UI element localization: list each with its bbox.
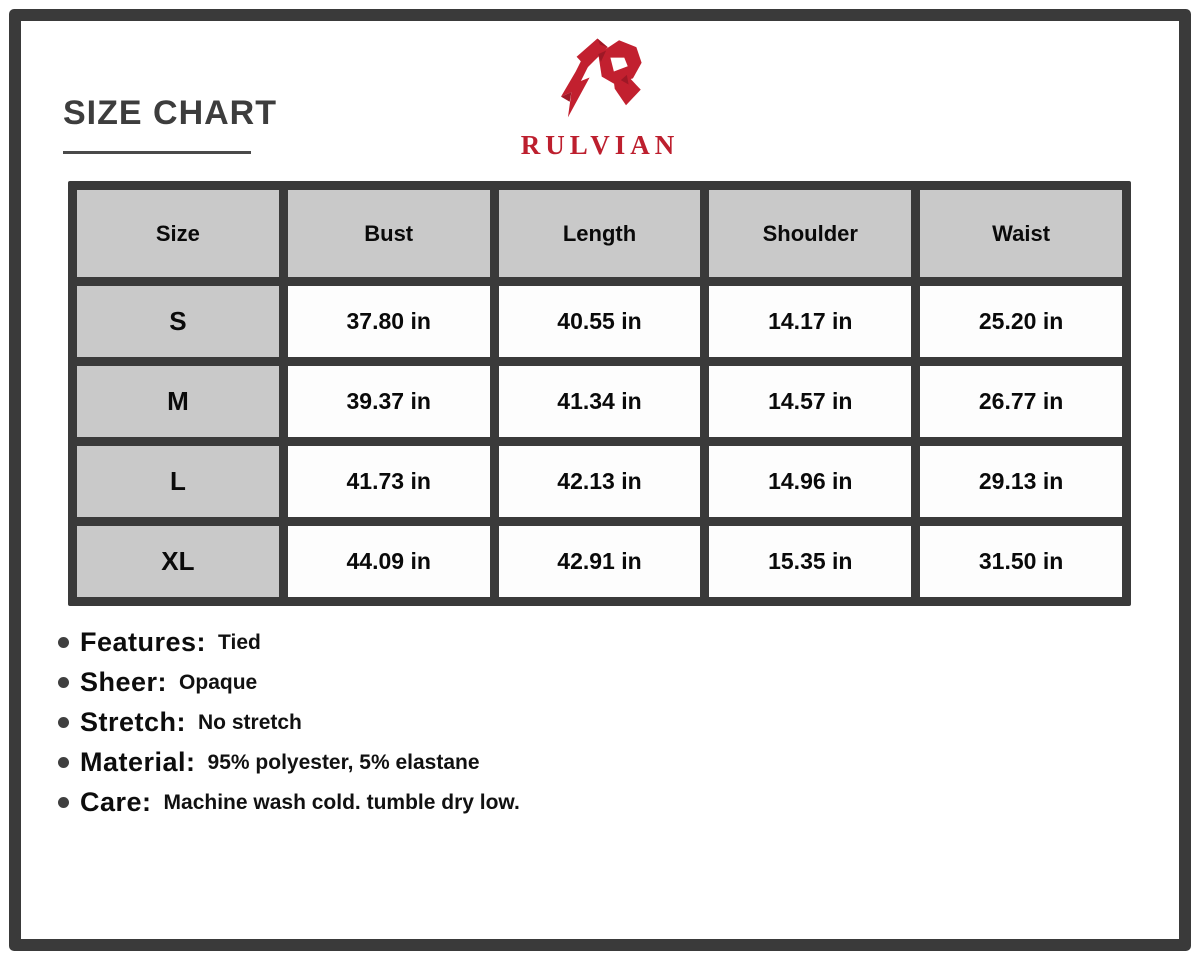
measurement-cell: 41.34 in [499,366,701,437]
brand-wordmark: RULVIAN [520,130,680,160]
measurement-cell: 14.57 in [709,366,911,437]
page-title: SIZE CHART [63,94,277,132]
list-item [58,782,520,822]
detail-label: Stretch: [80,706,187,737]
table-row [77,286,1122,357]
list-item [58,742,520,782]
size-cell: S [77,286,279,357]
list-item [58,702,520,742]
size-cell: XL [77,526,279,597]
measurement-cell: 14.96 in [709,446,911,517]
col-header-bust: Bust [288,190,490,277]
list-item [58,662,520,702]
measurement-cell: 31.50 in [920,526,1122,597]
measurement-cell: 25.20 in [920,286,1122,357]
col-header-size: Size [77,190,279,277]
size-chart-table [68,181,1131,606]
measurement-cell: 42.91 in [499,526,701,597]
measurement-cell: 44.09 in [288,526,490,597]
list-item [58,622,520,662]
detail-label: Care: [80,786,152,817]
detail-value: Tied [218,631,261,654]
bullet-icon [58,757,69,768]
detail-label: Sheer: [80,666,168,697]
col-header-shoulder: Shoulder [709,190,911,277]
size-cell: M [77,366,279,437]
measurement-cell: 14.17 in [709,286,911,357]
measurement-cell: 41.73 in [288,446,490,517]
measurement-cell: 42.13 in [499,446,701,517]
bullet-icon [58,637,69,648]
measurement-cell: 15.35 in [709,526,911,597]
brand-logo [0,33,1200,161]
measurement-cell: 39.37 in [288,366,490,437]
detail-value: 95% polyester, 5% elastane [207,751,480,774]
measurement-cell: 40.55 in [499,286,701,357]
bullet-icon [58,677,69,688]
product-details-list [58,622,520,822]
bullet-icon [58,797,69,808]
detail-label: Features: [80,626,207,657]
table-row [77,366,1122,437]
detail-value: No stretch [198,711,302,734]
detail-value: Machine wash cold. tumble dry low. [163,791,520,814]
size-cell: L [77,446,279,517]
detail-value: Opaque [179,671,258,694]
col-header-waist: Waist [920,190,1122,277]
rulvian-r-logo-icon [0,33,1200,129]
measurement-cell: 26.77 in [920,366,1122,437]
detail-label: Material: [80,746,196,777]
col-header-length: Length [499,190,701,277]
table-header-row [77,190,1122,277]
table-row [77,526,1122,597]
bullet-icon [58,717,69,728]
table-row [77,446,1122,517]
measurement-cell: 37.80 in [288,286,490,357]
measurement-cell: 29.13 in [920,446,1122,517]
